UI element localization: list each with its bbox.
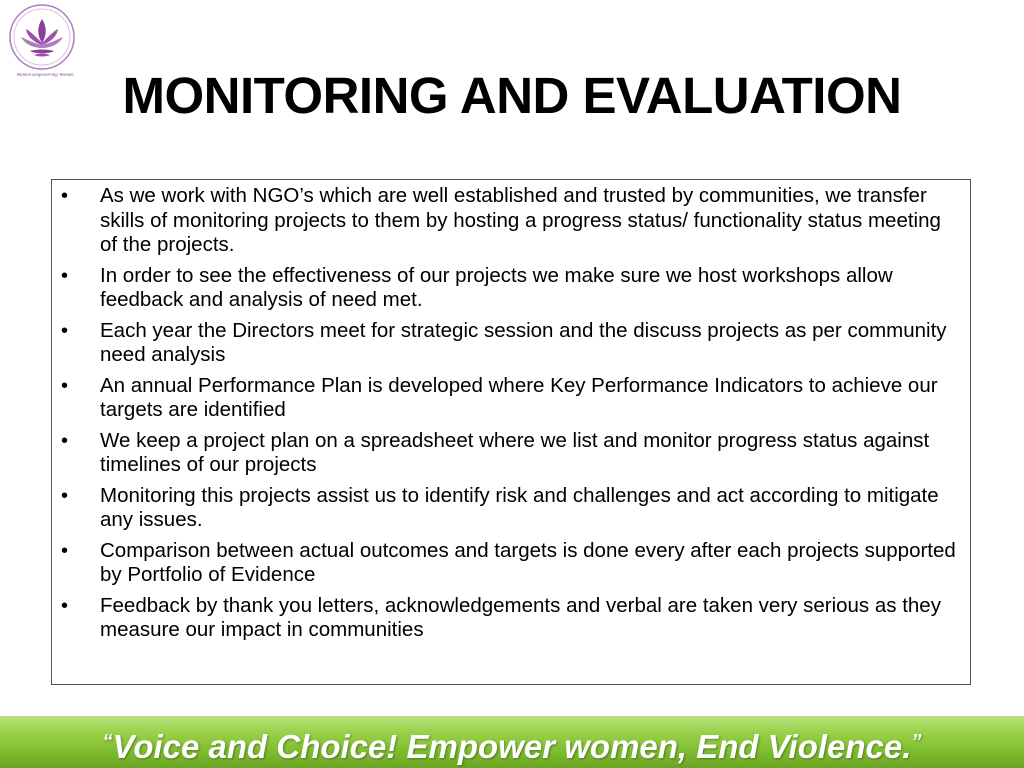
bullet-icon: •	[61, 374, 69, 397]
bullet-list	[52, 184, 970, 649]
bullet-text: Monitoring this projects assist us to identify risk and challenges and act according to mitigate any issues.	[100, 483, 939, 531]
bullet-item	[52, 594, 970, 643]
bullet-text: We keep a project plan on a spreadsheet where we list and monitor progress status against timelines of our projects	[100, 428, 930, 476]
bullet-icon: •	[61, 594, 69, 617]
bullet-item	[52, 484, 970, 533]
bullet-icon: •	[61, 429, 69, 452]
footer-banner	[0, 716, 1024, 768]
bullet-icon: •	[61, 319, 69, 342]
page-title: MONITORING AND EVALUATION	[122, 67, 902, 124]
slogan-text: Voice and Choice! Empower women, End Violence.	[112, 728, 912, 765]
bullet-text: Each year the Directors meet for strategic session and the discuss projects as per community need analysis	[100, 318, 947, 366]
bullet-item	[52, 184, 970, 258]
bullet-item	[52, 429, 970, 478]
bullet-item	[52, 374, 970, 423]
bullet-icon: •	[61, 185, 69, 207]
bullet-icon: •	[61, 264, 69, 287]
footer-slogan	[0, 722, 1024, 767]
bullet-item	[52, 319, 970, 368]
open-quote: “	[102, 731, 113, 753]
bullet-item	[52, 264, 970, 313]
bullet-icon: •	[61, 484, 69, 507]
bullet-text: Feedback by thank you letters, acknowledgements and verbal are taken very serious as they measure our impact in communities	[100, 593, 941, 641]
content-box	[51, 179, 971, 685]
close-quote: ”	[911, 731, 922, 753]
bullet-text: Comparison between actual outcomes and targets is done every after each projects supported by Portfolio of Evidence	[100, 538, 956, 586]
bullet-text: As we work with NGO’s which are well established and trusted by communities, we transfer skills of monitoring projects to them by hosting a progress status/ functionality status meeting of the projects.	[100, 184, 941, 256]
bullet-icon: •	[61, 539, 69, 562]
bullet-text: In order to see the effectiveness of our projects we make sure we host workshops allow feedback and analysis of need met.	[100, 263, 893, 311]
bullet-text: An annual Performance Plan is developed where Key Performance Indicators to achieve our targets are identified	[100, 373, 938, 421]
bullet-item	[52, 539, 970, 588]
logo-caption: Women Empowering Women	[16, 73, 74, 78]
